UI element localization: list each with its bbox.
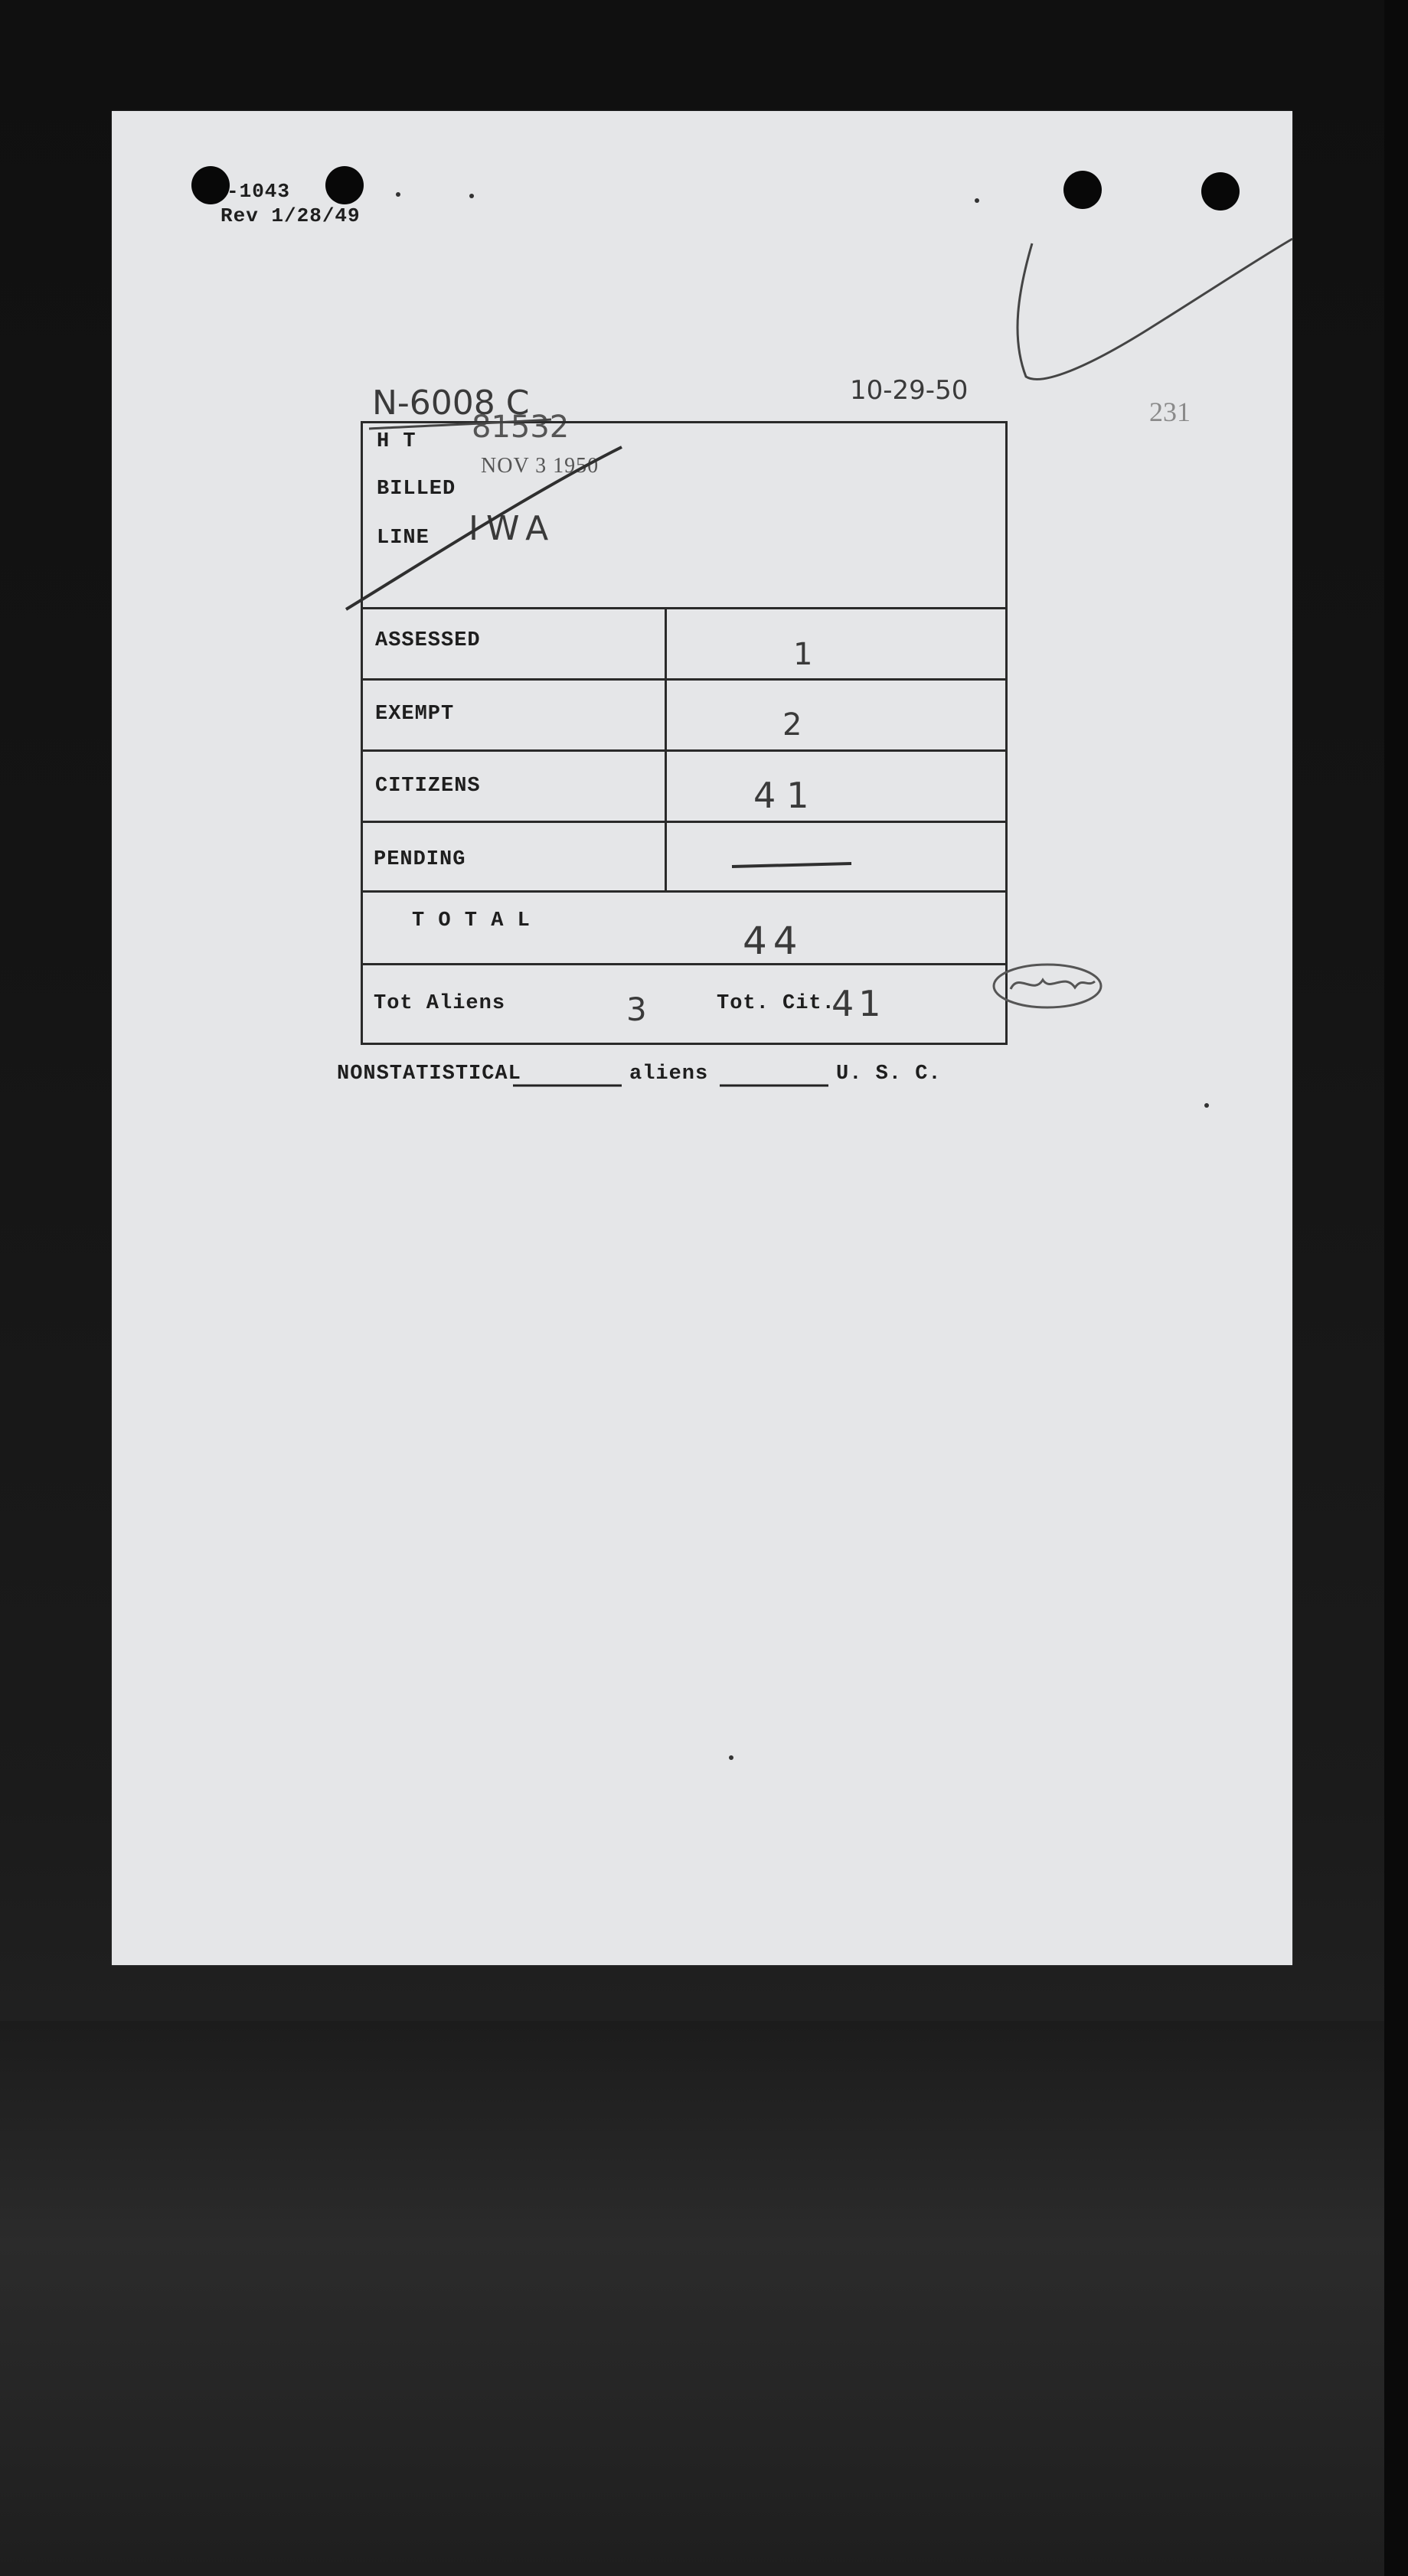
line-value: IWA — [469, 509, 557, 548]
line-label: LINE — [377, 527, 430, 550]
total-label: T O T A L — [412, 909, 531, 932]
billed-label: BILLED — [377, 478, 456, 501]
row-value-assessed: 1 — [793, 637, 813, 672]
row-value-citizens: 41 — [753, 775, 820, 816]
row-label-citizens: CITIZENS — [375, 775, 481, 798]
billed-stamp: NOV 3 1950 — [481, 454, 599, 478]
form-number: -1043 — [227, 180, 291, 203]
ht-label: H T — [377, 430, 417, 453]
row-label-pending: PENDING — [374, 848, 466, 871]
form-revision: Rev 1/28/49 — [221, 204, 361, 227]
ht-value: 81532 — [472, 410, 570, 445]
total-value: 44 — [743, 919, 804, 963]
aliens-label: aliens — [629, 1063, 709, 1086]
tot-cit-label: Tot. Cit. — [717, 992, 835, 1015]
row-label-exempt: EXEMPT — [375, 703, 455, 726]
row-label-assessed: ASSESSED — [375, 629, 481, 652]
tot-cit-value: 41 — [831, 983, 886, 1024]
row-value-exempt: 2 — [782, 707, 802, 743]
tot-aliens-label: Tot Aliens — [374, 992, 506, 1015]
nonstatistical-label: NONSTATISTICAL — [337, 1063, 521, 1086]
record-date: 10-29-50 — [850, 375, 969, 406]
page-number: 231 — [1149, 397, 1191, 427]
usc-label: U. S. C. — [836, 1063, 942, 1086]
tot-aliens-value: 3 — [626, 991, 647, 1028]
file-number: N-6008 C — [372, 384, 530, 423]
